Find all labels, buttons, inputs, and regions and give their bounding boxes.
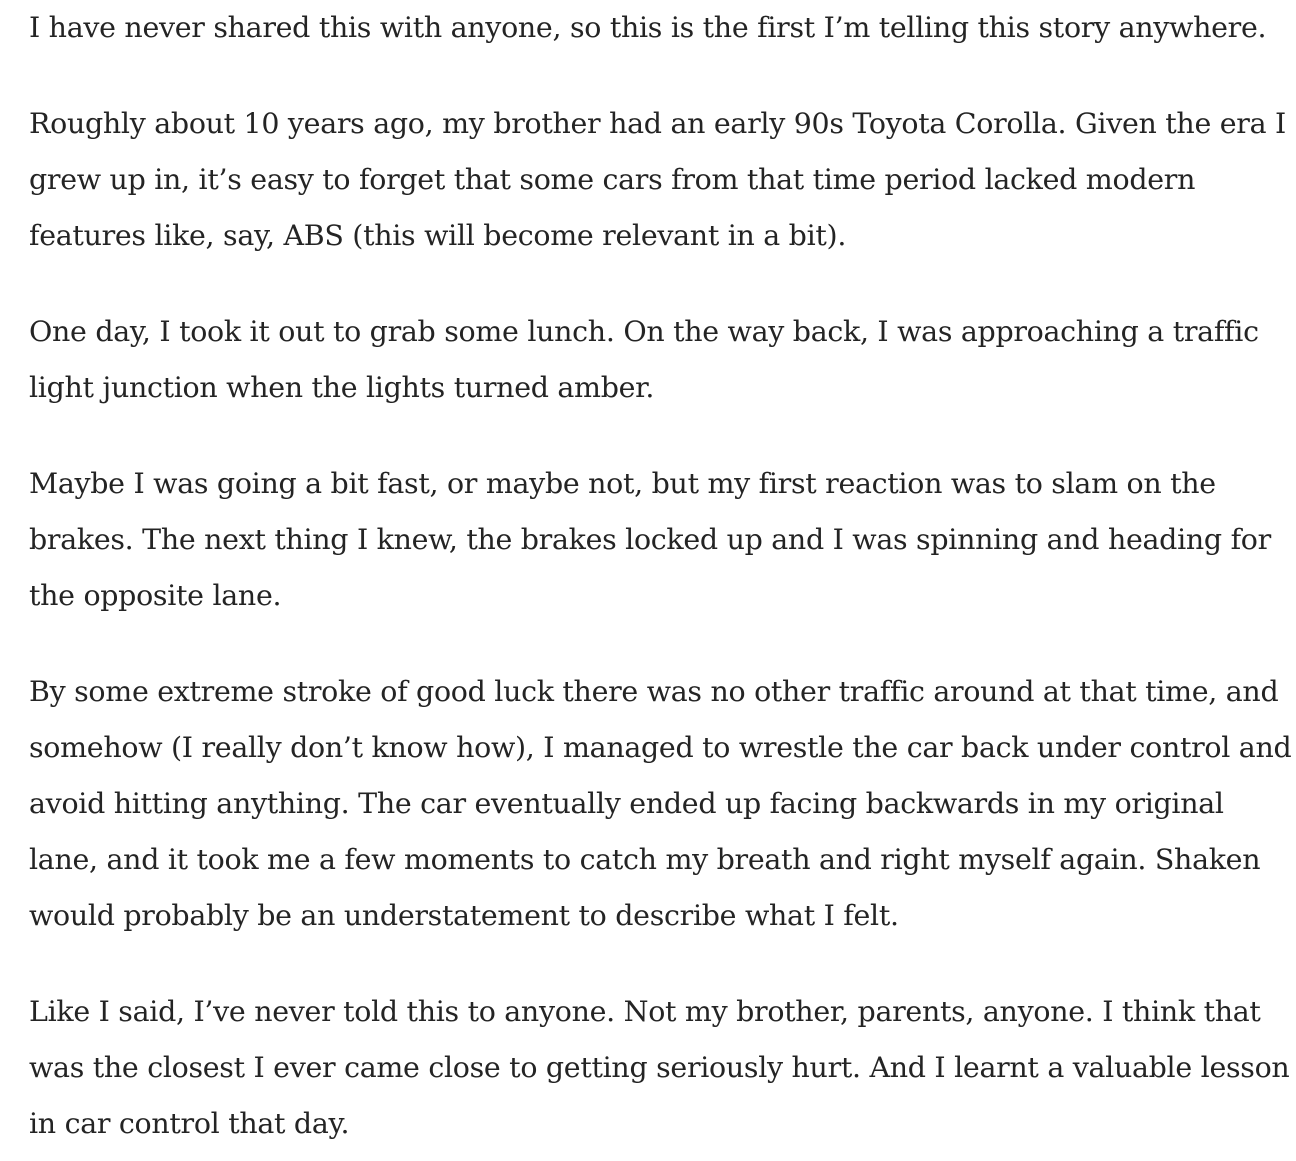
paragraph	[29, 304, 1291, 416]
paragraph-line: Roughly about 10 years ago, my brother had an early 90s Toyota Corolla. Given the era I	[29, 107, 1286, 140]
paragraph-line: features like, say, ABS (this will become relevant in a bit).	[29, 219, 847, 252]
paragraph-line: was the closest I ever came close to getting seriously hurt. And I learnt a valuable lesson	[29, 1051, 1290, 1084]
paragraph	[29, 0, 1291, 56]
paragraph-line: One day, I took it out to grab some lunch. On the way back, I was approaching a traffic	[29, 315, 1259, 348]
paragraph-line: brakes. The next thing I knew, the brakes locked up and I was spinning and heading for	[29, 523, 1271, 556]
paragraph-line: avoid hitting anything. The car eventually ended up facing backwards in my original	[29, 787, 1224, 820]
paragraph-line: Like I said, I’ve never told this to anyone. Not my brother, parents, anyone. I think that	[29, 995, 1261, 1028]
paragraph-line: somehow (I really don’t know how), I managed to wrestle the car back under control and	[29, 731, 1292, 764]
paragraph	[29, 96, 1291, 264]
paragraph-line: grew up in, it’s easy to forget that some cars from that time period lacked modern	[29, 163, 1196, 196]
paragraph-line: the opposite lane.	[29, 579, 282, 612]
paragraph-line: Maybe I was going a bit fast, or maybe not, but my first reaction was to slam on the	[29, 467, 1216, 500]
paragraph-line: I have never shared this with anyone, so this is the first I’m telling this story anywhere.	[29, 11, 1267, 44]
paragraph	[29, 456, 1291, 624]
paragraph-line: lane, and it took me a few moments to catch my breath and right myself again. Shaken	[29, 843, 1261, 876]
paragraph-line: By some extreme stroke of good luck there was no other traffic around at that time, and	[29, 675, 1279, 708]
paragraph-line: light junction when the lights turned amber.	[29, 371, 655, 404]
paragraph	[29, 984, 1291, 1152]
paragraph-line: in car control that day.	[29, 1107, 350, 1140]
paragraph	[29, 664, 1291, 944]
article-body	[29, 0, 1291, 1152]
paragraph-line: would probably be an understatement to describe what I felt.	[29, 899, 899, 932]
